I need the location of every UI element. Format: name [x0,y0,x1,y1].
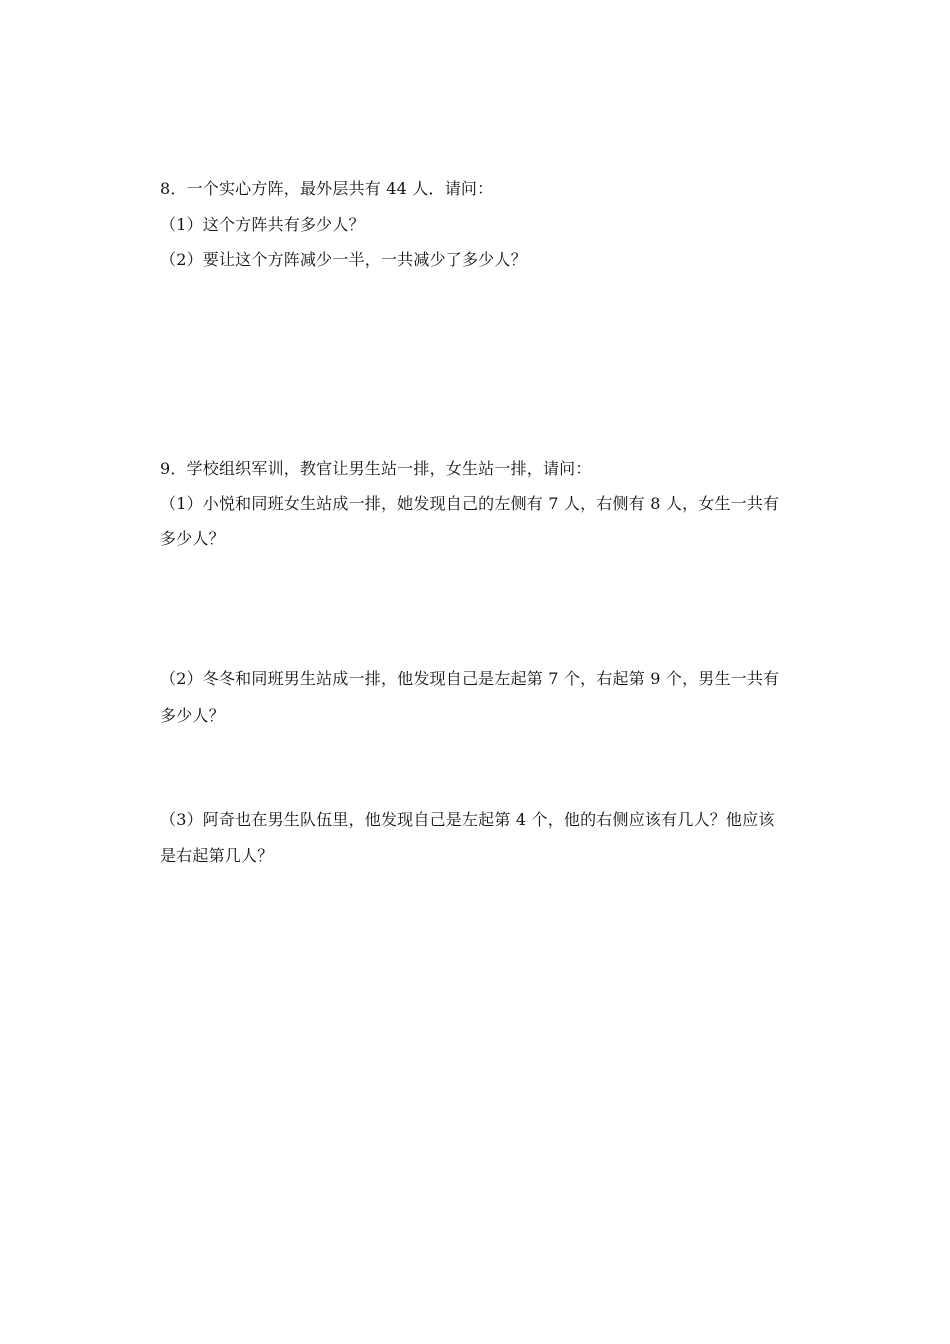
question-9-stem: 9．学校组织军训，教官让男生站一排，女生站一排，请问： [160,459,592,478]
question-9-part-1-line-1: （1）小悦和同班女生站成一排，她发现自己的左侧有 7 人，右侧有 8 人，女生一共有 [160,494,780,513]
question-9-part-3-line-2: 是右起第几人？ [160,846,274,865]
question-8-part-2: （2）要让这个方阵减少一半，一共减少了多少人？ [160,250,527,269]
question-9-part-1-line-2: 多少人？ [160,529,225,548]
question-9-part-3-line-1: （3）阿奇也在男生队伍里，他发现自己是左起第 4 个，他的右侧应该有几人？他应该 [160,810,775,829]
question-8-part-1: （1）这个方阵共有多少人？ [160,215,365,234]
question-8-stem: 8．一个实心方阵，最外层共有 44 人．请问： [160,179,494,198]
question-9-part-2-line-1: （2）冬冬和同班男生站成一排，他发现自己是左起第 7 个，右起第 9 个，男生一共有 [160,669,780,688]
question-9-part-2-line-2: 多少人？ [160,706,225,725]
